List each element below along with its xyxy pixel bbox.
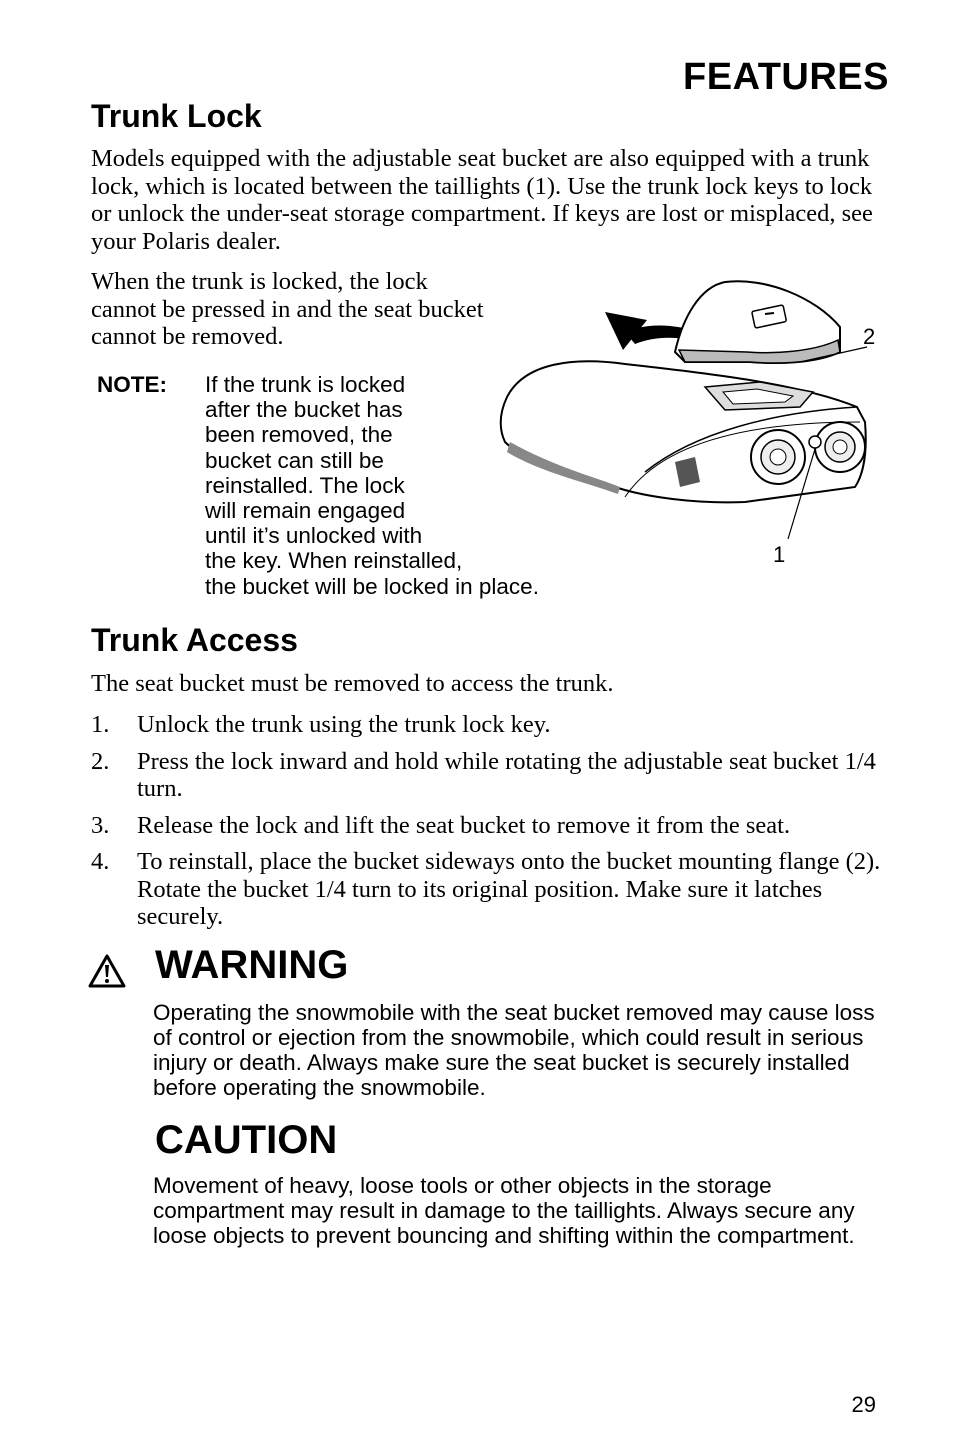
step-number: 3. bbox=[91, 811, 110, 839]
step-text: Unlock the trunk using the trunk lock key. bbox=[137, 711, 551, 738]
section-title: FEATURES bbox=[683, 56, 889, 98]
page-number: 29 bbox=[851, 1392, 876, 1417]
trunk-locked-paragraph: When the trunk is locked, the lock cannot be pressed in and the seat bucket cannot be removed. bbox=[91, 268, 484, 350]
trunk-access-intro: The seat bucket must be removed to access the trunk. bbox=[91, 670, 614, 697]
note-text: If the trunk is locked after the bucket has been removed, the bucket can still be reinstalled. The lock will remain engaged until it’s unlocked with the key. When reinstalled, the bucket will be locked in place. bbox=[205, 372, 539, 599]
step-item bbox=[91, 848, 891, 931]
callout-1: 1 bbox=[773, 542, 786, 567]
step-item bbox=[91, 748, 891, 803]
trunk-access-heading: Trunk Access bbox=[91, 622, 298, 658]
trunk-lock bbox=[809, 436, 821, 448]
trunk-access-steps bbox=[91, 711, 891, 940]
warning-heading: WARNING bbox=[155, 943, 349, 987]
caution-heading: CAUTION bbox=[155, 1118, 338, 1162]
step-number: 2. bbox=[91, 747, 110, 775]
note-label: NOTE: bbox=[97, 372, 167, 397]
step-text: Press the lock inward and hold while rotating the adjustable seat bucket 1/4 turn. bbox=[137, 747, 876, 802]
trunk-lock-intro-paragraph: Models equipped with the adjustable seat bucket are also equipped with a trunk lock, which is located between the taillights (1). Use the trunk lock keys to lock or unlock the under-seat storage compartment. If keys are lost or misplaced, see your Polaris dealer. bbox=[91, 145, 873, 255]
step-item bbox=[91, 711, 891, 739]
warning-text: Operating the snowmobile with the seat bucket removed may cause loss of control or ejection from the snowmobile, which could result in serious injury or death. Always make sure the seat bucket is securely installed before operating the snowmobile. bbox=[153, 1000, 875, 1100]
warning-triangle-icon bbox=[88, 954, 126, 988]
trunk-lock-illustration bbox=[495, 272, 890, 572]
step-number: 1. bbox=[91, 711, 110, 738]
step-text: Release the lock and lift the seat bucket to remove it from the seat. bbox=[137, 811, 791, 839]
caution-text: Movement of heavy, loose tools or other objects in the storage compartment may result in damage to the taillights. Always secure any loose objects to prevent bouncing and shifting within the compartment. bbox=[153, 1173, 855, 1248]
step-text: To reinstall, place the bucket sideways onto the bucket mounting flange (2). Rotate the bucket 1/4 turn to its original position. Make sure it latches securely. bbox=[137, 848, 881, 930]
step-number: 4. bbox=[91, 848, 110, 875]
trunk-lock-heading: Trunk Lock bbox=[91, 98, 262, 134]
callout-2: 2 bbox=[863, 324, 876, 349]
step-item bbox=[91, 812, 891, 840]
